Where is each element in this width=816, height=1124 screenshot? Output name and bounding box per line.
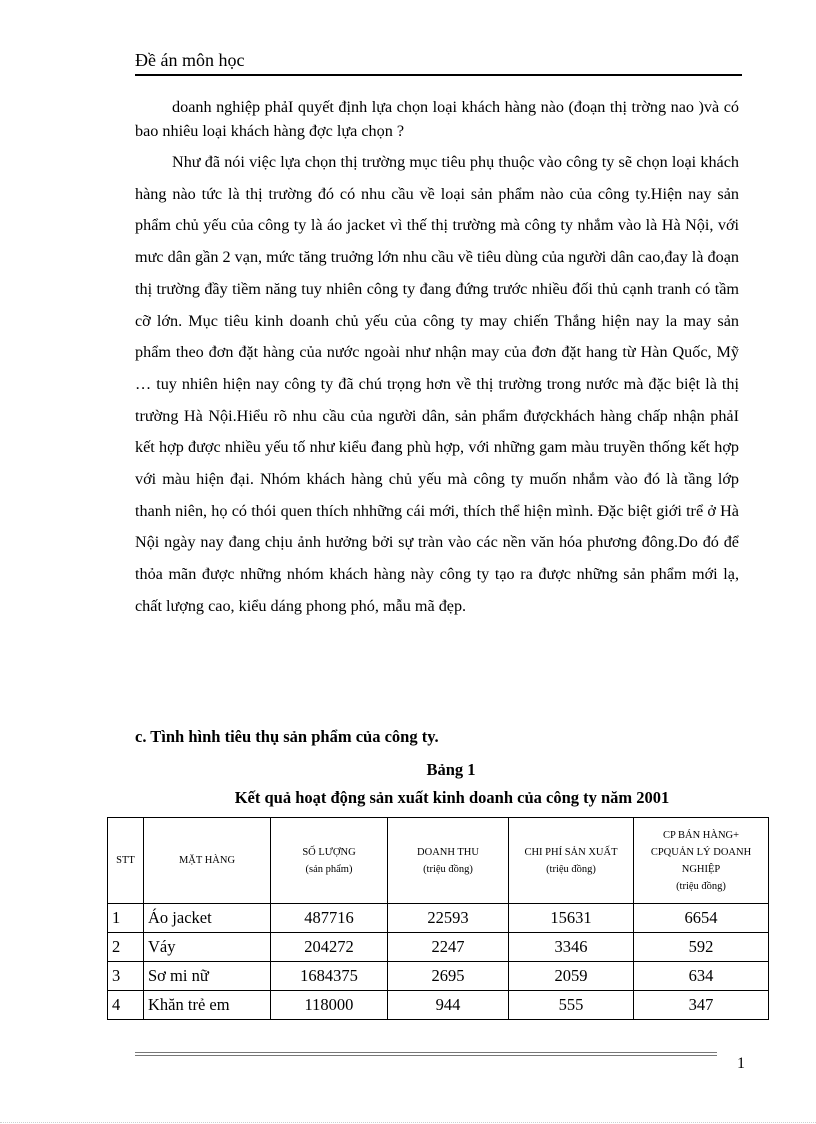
header-sales-admin-cost: CP BÁN HÀNG+ CPQUẢN LÝ DOANH NGHIỆP (triệu đồng)	[634, 818, 769, 904]
cell-revenue: 2695	[388, 962, 509, 991]
cell-product: Áo jacket	[144, 904, 271, 933]
cell-production-cost: 3346	[509, 933, 634, 962]
header-quantity: SỐ LƯỢNG (sản phẩm)	[271, 818, 388, 904]
header-revenue: DOANH THU (triệu đồng)	[388, 818, 509, 904]
cell-quantity: 204272	[271, 933, 388, 962]
table-row	[108, 933, 769, 962]
table-label: Bảng 1	[426, 760, 476, 779]
section-heading: c. Tình hình tiêu thụ sản phẩm của công ty.	[135, 727, 439, 746]
cell-quantity: 118000	[271, 991, 388, 1020]
table-row	[108, 991, 769, 1020]
header-divider	[135, 74, 742, 76]
cell-quantity: 1684375	[271, 962, 388, 991]
cell-product: Sơ mi nữ	[144, 962, 271, 991]
cell-revenue: 944	[388, 991, 509, 1020]
cell-revenue: 2247	[388, 933, 509, 962]
footer-divider-second	[135, 1055, 717, 1056]
table-row	[108, 904, 769, 933]
paragraph-continued: doanh nghiệp phảI quyết định lựa chọn loại khách hàng nào (đoạn thị trờng nao )và có bao nhiêu loại khách hàng đợc lựa chọn ?	[135, 98, 739, 140]
document-header: Đề án môn học	[135, 50, 245, 70]
cell-product: Khăn trẻ em	[144, 991, 271, 1020]
cell-sales-admin-cost: 592	[634, 933, 769, 962]
cell-production-cost: 555	[509, 991, 634, 1020]
results-table	[107, 817, 769, 1020]
cell-stt: 4	[108, 991, 144, 1020]
cell-sales-admin-cost: 347	[634, 991, 769, 1020]
cell-production-cost: 2059	[509, 962, 634, 991]
cell-product: Váy	[144, 933, 271, 962]
header-stt: STT	[108, 818, 144, 904]
cell-stt: 2	[108, 933, 144, 962]
cell-sales-admin-cost: 6654	[634, 904, 769, 933]
cell-revenue: 22593	[388, 904, 509, 933]
cell-production-cost: 15631	[509, 904, 634, 933]
cell-stt: 1	[108, 904, 144, 933]
header-product: MẶT HÀNG	[144, 818, 271, 904]
table-row	[108, 962, 769, 991]
page-number: 1	[737, 1055, 745, 1072]
cell-quantity: 487716	[271, 904, 388, 933]
body-text	[135, 95, 739, 623]
paragraph-market: Như đã nói việc lựa chọn thị trường mục tiêu phụ thuộc vào công ty sẽ chọn loại khách hàng nào tức là thị trường đó có nhu cầu về loại sản phẩm nào của công ty.Hiện nay sản phẩm chủ yếu của công ty là áo jacket vì thế thị trường mà công ty nhắm vào là Hà Nội, với mưc dân gần 2 vạn, mức tăng truởng lớn nhu cầu về tiêu dùng của người dân cao,đay là đoạn thị trường đầy tiềm năng tuy nhiên công ty đang đứng trước nhiều đối thủ cạnh tranh có tầm cỡ lớn. Mục tiêu kinh doanh chủ yếu của công ty may chiến Thắng hiện nay la may sản phẩm theo đơn đặt hàng của nước ngoài như nhận may của đơn đặt hang từ Hàn Quốc, Mỹ … tuy nhiên hiện nay công ty đã chú trọng hơn về thị trường trong nước mà đặc biệt là thị trường Hà Nội.Hiểu rõ nhu cầu của người dân, sản phẩm đượckhách hàng chấp nhận phảI kết hợp được nhiều yếu tố như kiểu đang phù hợp, với những gam màu truyền thống kết hợp với màu hiện đại. Nhóm khách hàng chủ yếu mà công ty muốn nhắm vào đó là tầng lớp thanh niên, họ có thói quen thích nhhững cái mới, thích thể hiện mình. Đặc biệt giới trể ở Hà Nội ngày nay đang chịu ảnh hưởng bởi sự tràn vào các nền văn hóa phương đông.Do đó để thỏa mãn được những nhóm khách hàng này công ty tạo ra được những sản phẩm mới lạ, chất lượng cao, kiểu dáng phong phó, mẫu mã đẹp.	[135, 153, 739, 615]
cell-stt: 3	[108, 962, 144, 991]
table-header-row	[108, 818, 769, 904]
header-production-cost: CHI PHÍ SẢN XUẤT (triệu đồng)	[509, 818, 634, 904]
cell-sales-admin-cost: 634	[634, 962, 769, 991]
footer-divider	[135, 1052, 717, 1053]
table-title: Kết quả hoạt động sản xuất kinh doanh của công ty năm 2001	[234, 788, 670, 807]
